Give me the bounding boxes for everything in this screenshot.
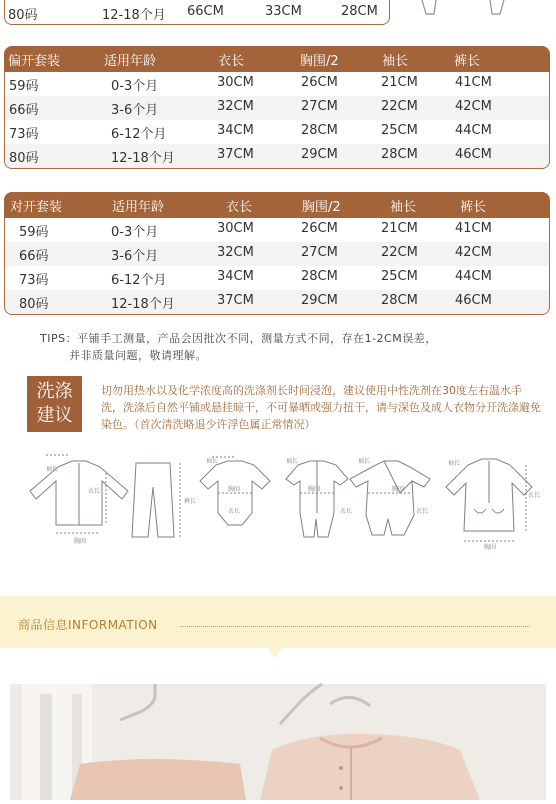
wash-advice-text: 切勿用热水以及化学浓度高的洗涤剂长时间浸泡，建议使用中性洗剂在30度左右温水手洗，洗涤后自然平铺或悬挂晾干，不可暴晒或强力扭干，请与深色及成人衣物分开洗涤避免染色。（首次清洗略退少许浮色属正常情况） bbox=[101, 384, 541, 431]
cell-sleeve: 22CM bbox=[381, 245, 418, 260]
diagram-label: 衣长 bbox=[228, 508, 241, 515]
cell-age: 12-18个月 bbox=[111, 297, 175, 312]
diagram-label: 胸围 bbox=[484, 544, 497, 551]
table-body bbox=[4, 218, 550, 315]
cell-pants: 42CM bbox=[455, 99, 492, 114]
cell-age: 12-18个月 bbox=[102, 8, 166, 23]
wrap-romper-diagram-icon bbox=[350, 461, 430, 535]
wash-title-line-2: 建议 bbox=[36, 405, 73, 426]
cell-age: 0-3个月 bbox=[111, 225, 159, 240]
cell-length: 30CM bbox=[217, 221, 254, 236]
garment-fragment-icon bbox=[420, 0, 510, 18]
diagram-label: 胸围 bbox=[74, 538, 87, 545]
diagram-label: 袖长 bbox=[358, 458, 371, 465]
cell-sleeve: 28CM bbox=[341, 4, 378, 19]
header-chest: 胸围/2 bbox=[302, 200, 341, 215]
diagram-label: 胸围 bbox=[308, 486, 321, 493]
header-pants: 裤长 bbox=[460, 200, 487, 215]
table-row bbox=[5, 72, 549, 96]
cell-sleeve: 25CM bbox=[381, 123, 418, 138]
cell-sleeve: 28CM bbox=[381, 293, 418, 308]
header-sleeve: 袖长 bbox=[382, 54, 409, 69]
cell-pants: 44CM bbox=[455, 269, 492, 284]
size-table-front-open-set bbox=[4, 192, 550, 315]
size-table-offset-set bbox=[4, 46, 550, 169]
table-header bbox=[4, 46, 550, 72]
cell-pants: 46CM bbox=[455, 293, 492, 308]
diagram-label: 袖长 bbox=[46, 466, 59, 473]
dress-top-diagram-icon bbox=[446, 459, 532, 541]
cell-chest: 26CM bbox=[301, 221, 338, 236]
diagram-label: 胸围 bbox=[392, 486, 405, 493]
product-info-title: 商品信息INFORMATION bbox=[18, 618, 158, 632]
header-length: 衣长 bbox=[218, 54, 245, 69]
cell-pants: 42CM bbox=[455, 245, 492, 260]
diagram-label: 袖长 bbox=[286, 458, 299, 465]
diagram-label: 衣长 bbox=[88, 488, 101, 495]
table-row bbox=[5, 120, 549, 144]
tips-line-1: TIPS：平铺手工测量，产品会因批次不同，测量方式不同，存在1-2CM误差， bbox=[40, 332, 437, 345]
diagram-label: 袖长 bbox=[206, 458, 219, 465]
dotted-divider bbox=[180, 626, 530, 627]
header-length: 衣长 bbox=[226, 200, 253, 215]
romper-diagram-icon bbox=[286, 461, 348, 537]
cell-size: 80码 bbox=[19, 297, 49, 312]
cell-size: 73码 bbox=[19, 273, 49, 288]
cell-sleeve: 28CM bbox=[381, 147, 418, 162]
table-body bbox=[4, 72, 550, 169]
cell-age: 12-18个月 bbox=[111, 151, 175, 166]
cell-sleeve: 25CM bbox=[381, 269, 418, 284]
cell-age: 6-12个月 bbox=[111, 273, 167, 288]
cell-chest: 29CM bbox=[301, 293, 338, 308]
diagram-label: 衣长 bbox=[528, 492, 541, 499]
cell-age: 3-6个月 bbox=[111, 249, 159, 264]
table-row bbox=[5, 144, 549, 168]
table-row bbox=[5, 266, 549, 290]
cell-length: 34CM bbox=[217, 123, 254, 138]
cell-size: 73码 bbox=[9, 127, 39, 142]
cell-chest: 28CM bbox=[301, 269, 338, 284]
cell-length: 32CM bbox=[217, 99, 254, 114]
product-photo-illustration bbox=[10, 684, 546, 800]
cell-chest: 27CM bbox=[301, 99, 338, 114]
cell-length: 37CM bbox=[217, 147, 254, 162]
pants-diagram-icon bbox=[132, 463, 180, 537]
cardigan-diagram-icon bbox=[30, 455, 128, 533]
cell-pants: 46CM bbox=[455, 147, 492, 162]
tips-line-2: 并非质量问题，敬请理解。 bbox=[69, 349, 207, 362]
cell-size: 66码 bbox=[19, 249, 49, 264]
header-set-type: 对开套装 bbox=[10, 200, 63, 215]
cell-chest: 26CM bbox=[301, 75, 338, 90]
header-age: 适用年龄 bbox=[104, 54, 157, 69]
header-age: 适用年龄 bbox=[112, 200, 165, 215]
cell-sleeve: 22CM bbox=[381, 99, 418, 114]
measurement-diagrams bbox=[28, 453, 541, 551]
cell-age: 3-6个月 bbox=[111, 103, 159, 118]
diagram-label: 裤长 bbox=[184, 498, 197, 505]
cell-length: 30CM bbox=[217, 75, 254, 90]
wash-title-line-1: 洗涤 bbox=[36, 381, 73, 402]
cell-chest: 29CM bbox=[301, 147, 338, 162]
cell-chest: 28CM bbox=[301, 123, 338, 138]
diagram-label: 衣长 bbox=[416, 508, 429, 515]
cell-pants: 41CM bbox=[455, 75, 492, 90]
header-sleeve: 袖长 bbox=[390, 200, 417, 215]
product-info-bar bbox=[0, 596, 556, 648]
down-arrow-icon bbox=[268, 648, 282, 658]
cell-size: 59码 bbox=[9, 79, 39, 94]
diagram-label: 袖长 bbox=[448, 460, 461, 467]
cell-age: 6-12个月 bbox=[111, 127, 167, 142]
cell-length: 34CM bbox=[217, 269, 254, 284]
header-set-type: 偏开套装 bbox=[8, 54, 61, 69]
wash-advice-title bbox=[27, 376, 82, 432]
cell-size: 80码 bbox=[9, 151, 39, 166]
table-row bbox=[5, 290, 549, 314]
measurement-tips bbox=[40, 330, 437, 364]
cell-length: 32CM bbox=[217, 245, 254, 260]
cell-age: 0-3个月 bbox=[111, 79, 159, 94]
cell-pants: 44CM bbox=[455, 123, 492, 138]
cell-sleeve: 21CM bbox=[381, 221, 418, 236]
diagram-label: 胸围 bbox=[228, 486, 241, 493]
table-header bbox=[4, 192, 550, 218]
table-row bbox=[5, 242, 549, 266]
product-photo bbox=[10, 684, 546, 800]
cell-length: 66CM bbox=[187, 4, 224, 19]
cell-size: 80码 bbox=[8, 8, 38, 23]
cell-chest: 33CM bbox=[265, 4, 302, 19]
cell-sleeve: 21CM bbox=[381, 75, 418, 90]
cell-length: 37CM bbox=[217, 293, 254, 308]
cell-size: 66码 bbox=[9, 103, 39, 118]
cell-size: 59码 bbox=[19, 225, 49, 240]
diagram-label: 衣长 bbox=[340, 508, 353, 515]
cell-pants: 41CM bbox=[455, 221, 492, 236]
table-row bbox=[5, 96, 549, 120]
top-partial-row bbox=[0, 0, 556, 26]
header-pants: 裤长 bbox=[454, 54, 481, 69]
cell-chest: 27CM bbox=[301, 245, 338, 260]
table-row bbox=[5, 218, 549, 242]
header-chest: 胸围/2 bbox=[300, 54, 339, 69]
